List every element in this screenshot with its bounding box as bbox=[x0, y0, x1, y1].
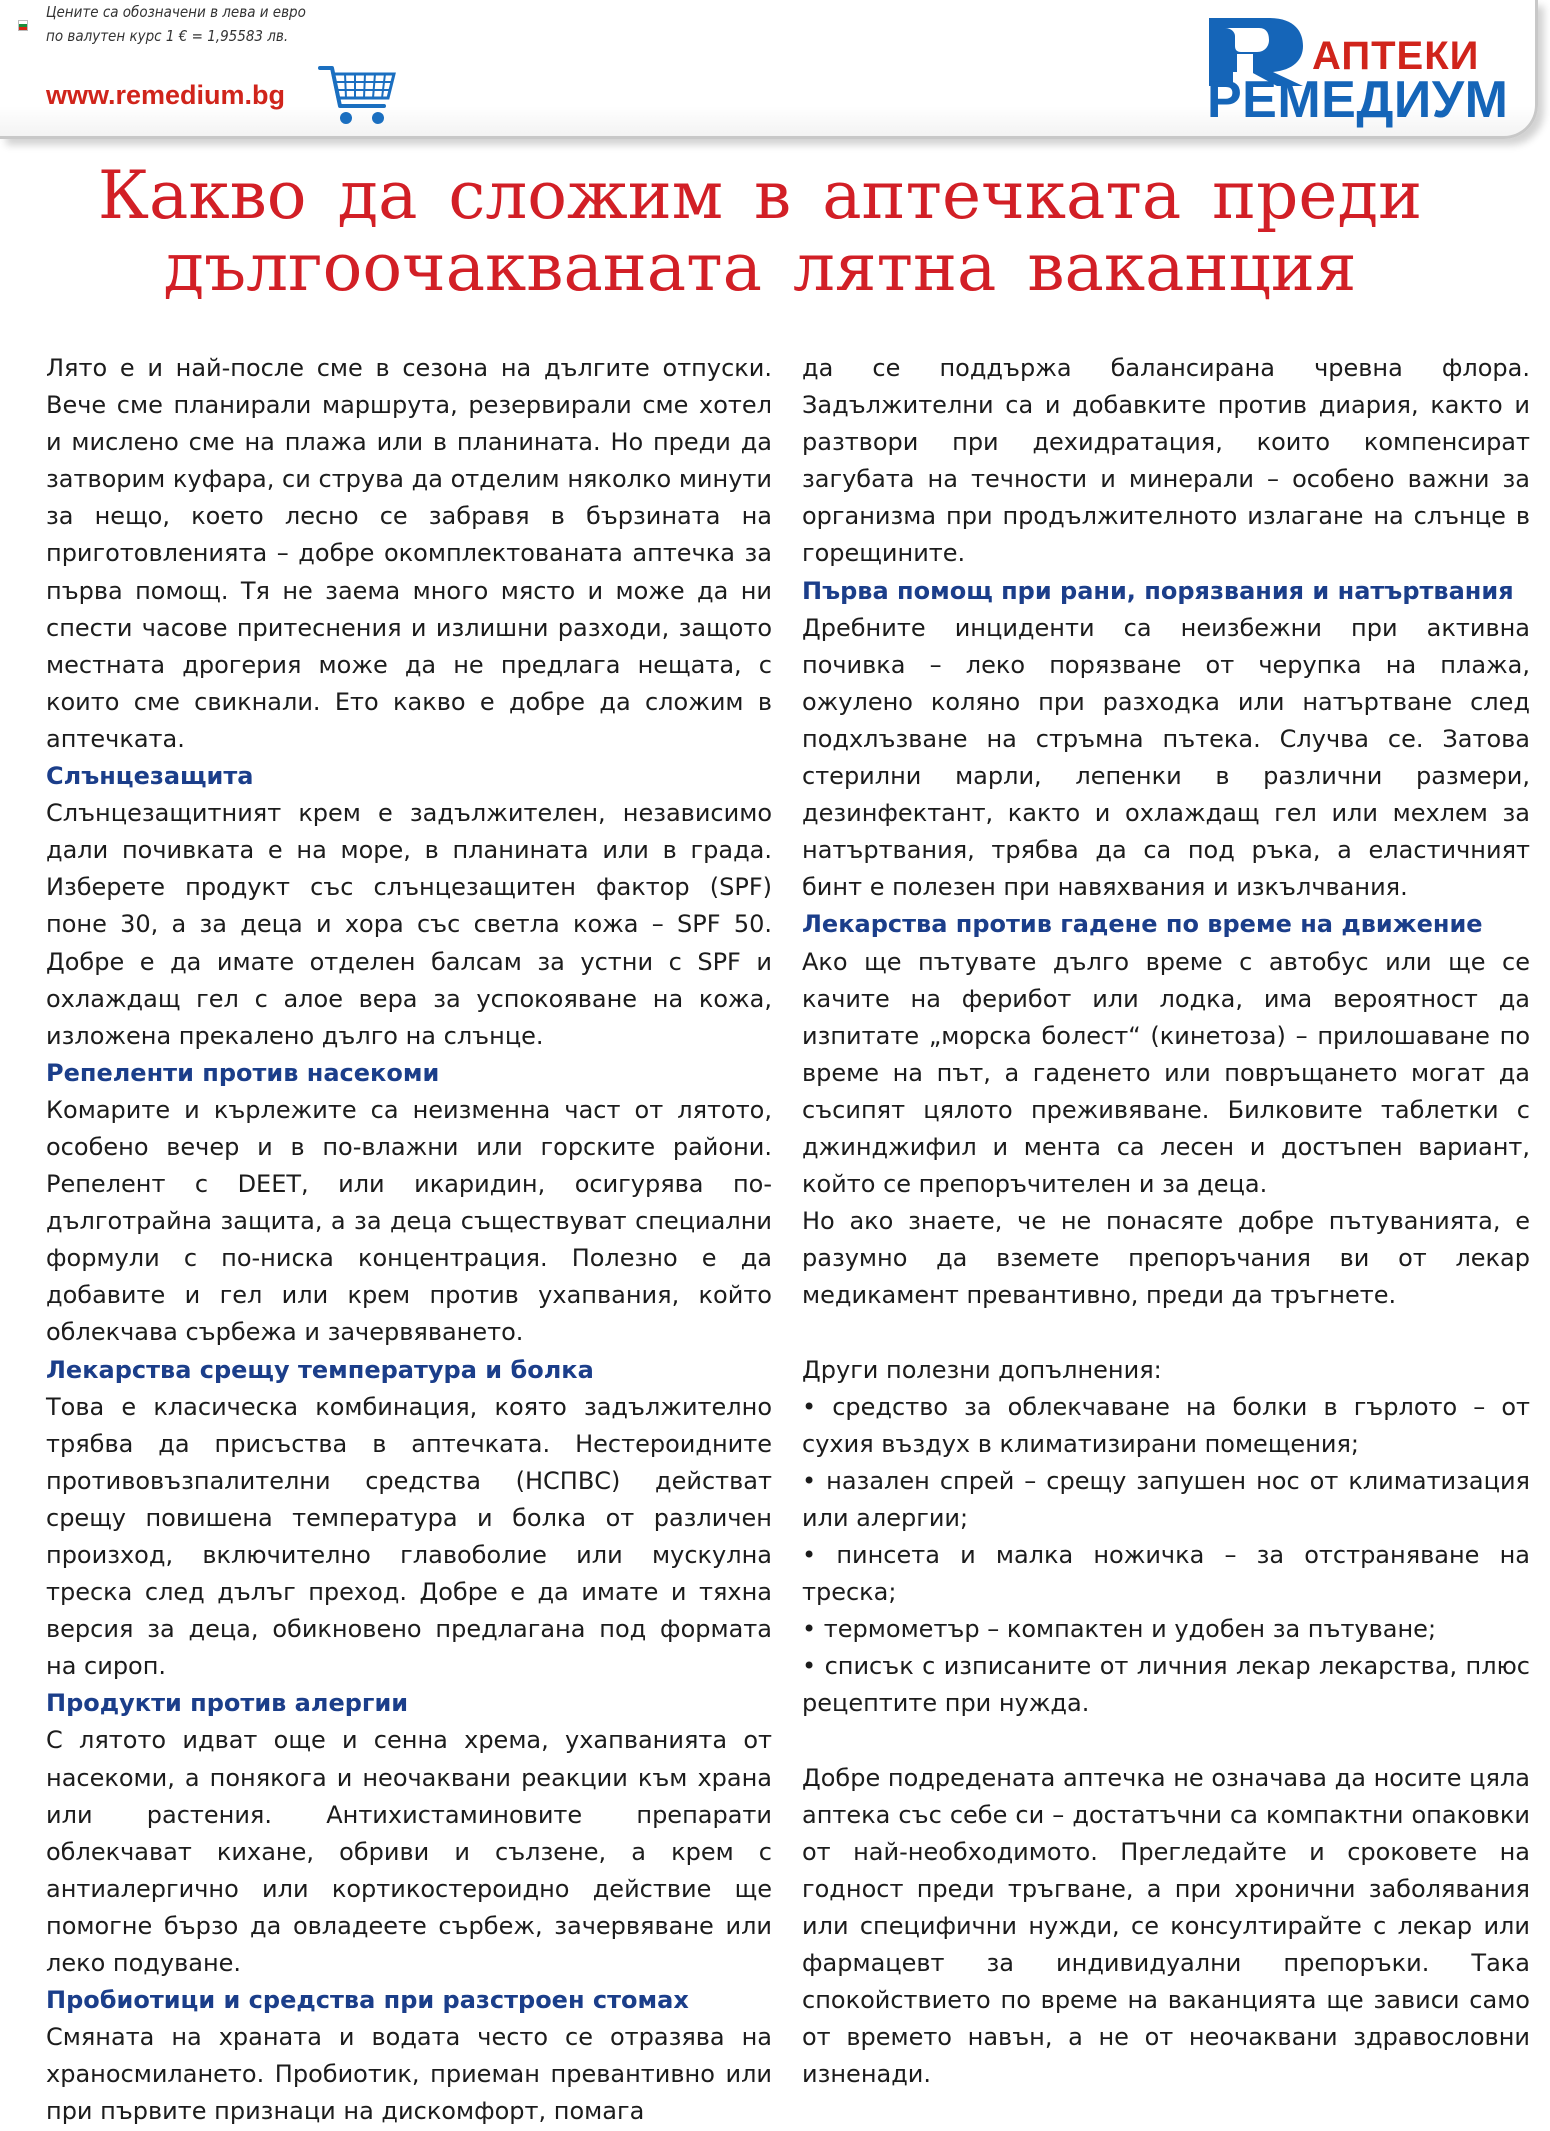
section-heading-allergies: Продукти против алергии bbox=[46, 1689, 409, 1718]
closing-paragraph: Добре подредената аптечка не означава да носите цяла аптека със себе си – достатъчни са компактни опаковки от най-необходимото. Прегледайте и сроковете на годност преди тръгване, а при хронични заболявания или специфични нужди, се консултирайте с лекар или фармацевт за индивидуални препоръки. Така спокойствието по време на ваканцията ще зависи само от времето навън, а не от неочаквани здравословни изненади. bbox=[802, 1763, 1530, 2089]
spacer bbox=[802, 1722, 1530, 1759]
article-title bbox=[60, 157, 1460, 306]
header-band bbox=[0, 0, 1538, 139]
logo-text-top: АПТЕКИ bbox=[1312, 34, 1480, 78]
shopping-cart-icon[interactable] bbox=[318, 62, 398, 132]
section-heading-probiotics: Пробиотици и средства при разстроен стомах bbox=[46, 1986, 689, 2015]
section-heading-repellents: Репеленти против насекоми bbox=[46, 1058, 440, 1087]
price-note-line2: по валутен курс 1 € = 1,95583 лв. bbox=[46, 27, 289, 45]
section-text-sunscreen: Слънцезащитният крем е задължителен, независимо дали почивката е на море, в планината или в града. Изберете продукт със слънцезащитен фактор (SPF) поне 30, а за деца и хора със светла кожа – SPF 50. Добре е да имате отделен балсам за устни с SPF и охлаждащ гел с алое вера за успокояване на кожа, изложена прекалено дълго на слънце. bbox=[46, 799, 772, 1050]
left-column bbox=[46, 350, 772, 2131]
section-text-probiotics: Смяната на храната и водата често се отразява на храносмилането. Пробиотик, приеман превантивно или при първите признаци на дискомфорт, помага bbox=[46, 2023, 772, 2126]
extras-title: Други полезни допълнения: bbox=[802, 1355, 1162, 1384]
section-text-motion-sickness: Ако ще пътувате дълго време с автобус или ще се качите на ферибот или лодка, има вероятност да изпитате „морска болест“ (кинетоза) – прилошаване по време на път, а гаденето или повръщането могат да съсипят цялото преживяване. Билковите таблетки с джинджифил и мента са лесен и достъпен вариант, който се препоръчителен и за деца. bbox=[802, 947, 1530, 1199]
section-text-fever-pain: Това е класическа комбинация, която задължително трябва да присъства в аптечката. Нестероидните противовъзпалителни средства (НСПВС) действат срещу повишена температура и болка от различен произход, включително главоболие или мускулна треска след дълъг преход. Добре е да имате и тяхна версия за деца, обикновено предлагана под формата на сироп. bbox=[46, 1392, 772, 1681]
spacer bbox=[802, 1314, 1530, 1351]
remedium-logo[interactable] bbox=[1195, 8, 1515, 129]
left-column-continued bbox=[46, 1944, 772, 2057]
extras-list-item: • термометър – компактен и удобен за пътуване; bbox=[802, 1611, 1530, 1648]
extras-list-item: • назален спрей – срещу запушен нос от климатизация или алергии; bbox=[802, 1463, 1530, 1537]
title-line-1: Какво да сложим в аптечката преди bbox=[97, 157, 1423, 234]
right-column bbox=[802, 350, 1530, 2093]
section-text-motion-sickness-advice: Но ако знаете, че не понасяте добре пътуванията, е разумно да вземете препоръчания ви от лекар медикамент превантивно, преди да тръгнете. bbox=[802, 1207, 1530, 1310]
section-text-repellents: Комарите и кърлежите са неизменна част от лятото, особено вечер и в по-влажни или горските райони. Репелент с DEET, или икаридин, осигурява по-дълготрайна защита, а за деца съществуват специални формули с по-ниска концентрация. Полезно е да добавите и гел или крем против ухапвания, който облекчава сърбежа и зачервяването. bbox=[46, 1095, 772, 1347]
price-note bbox=[46, 0, 306, 48]
extras-list-item: • списък с изписаните от личния лекар лекарства, плюс рецептите при нужда. bbox=[802, 1648, 1530, 1722]
section-heading-motion-sickness: Лекарства против гадене по време на движение bbox=[802, 910, 1483, 939]
logo-text-bottom: РЕМЕДИУМ bbox=[1207, 71, 1509, 129]
extras-list-item: • средство за облекчаване на болки в гърлото – от сухия въздух в климатизирани помещения; bbox=[802, 1389, 1530, 1463]
section-text-allergies: С лятото идват още и сенна хрема, ухапванията от насекоми, а понякога и неочаквани реакции към храна или растения. Антихистаминовите препарати облекчават кихане, обриви и сълзене, а крем с антиалергично или кортикостероидно действие ще помогне бързо да овладеете сърбеж, зачервяване или леко подуване. bbox=[46, 1726, 772, 1978]
section-heading-sunscreen: Слънцезащита bbox=[46, 762, 254, 791]
title-line-2: дългоочакваната лятна ваканция bbox=[163, 229, 1357, 306]
section-heading-first-aid: Първа помощ при рани, порязвания и натъртвания bbox=[802, 576, 1514, 605]
price-note-line1: Цените са обозначени в лева и евро bbox=[46, 3, 306, 21]
website-link[interactable]: www.remedium.bg bbox=[46, 80, 286, 110]
section-text-first-aid: Дребните инциденти са неизбежни при активна почивка – леко порязване от черупка на плажа, ожулено коляно при разходка или натъртване след подхлъзване на стръмна пътека. Случва се. Затова стерилни марли, лепенки в различни размери, дезинфектант, както и охлаждащ гел или мехлем за натъртвания, трябва да са под ръка, а еластичният бинт е полезен при навяхвания и изкълчвания. bbox=[802, 613, 1530, 902]
extras-list-item: • пинсета и малка ножичка – за отстраняване на треска; bbox=[802, 1537, 1530, 1611]
section-text-probiotics-continued: да се поддържа балансирана чревна флора. Задължителни са и добавките против диария, както и разтвори при дехидратация, които компенсират загубата на течности и минерали – особено важни за организма при продължителното излагане на слънце в горещините. bbox=[802, 354, 1530, 568]
intro-paragraph: Лято е и най-после сме в сезона на дългите отпуски. Вече сме планирали маршрута, резервирали сме хотел и мислено сме на плажа или в планината. Но преди да затворим куфара, си струва да отделим няколко минути за нещо, което лесно се забравя в бързината на приготовленията – добре окомплектованата аптечка за първа помощ. Тя не заема много място и може да ни спести часове притеснения и излишни разходи, защото местната дрогерия може да не предлага нещата, с които сме свикнали. Ето какво е добре да сложим в аптечката. bbox=[46, 354, 772, 753]
section-heading-fever-pain: Лекарства срещу температура и болка bbox=[46, 1355, 594, 1384]
extras-list bbox=[802, 1389, 1530, 1723]
bulgarian-flag-icon bbox=[18, 20, 28, 31]
